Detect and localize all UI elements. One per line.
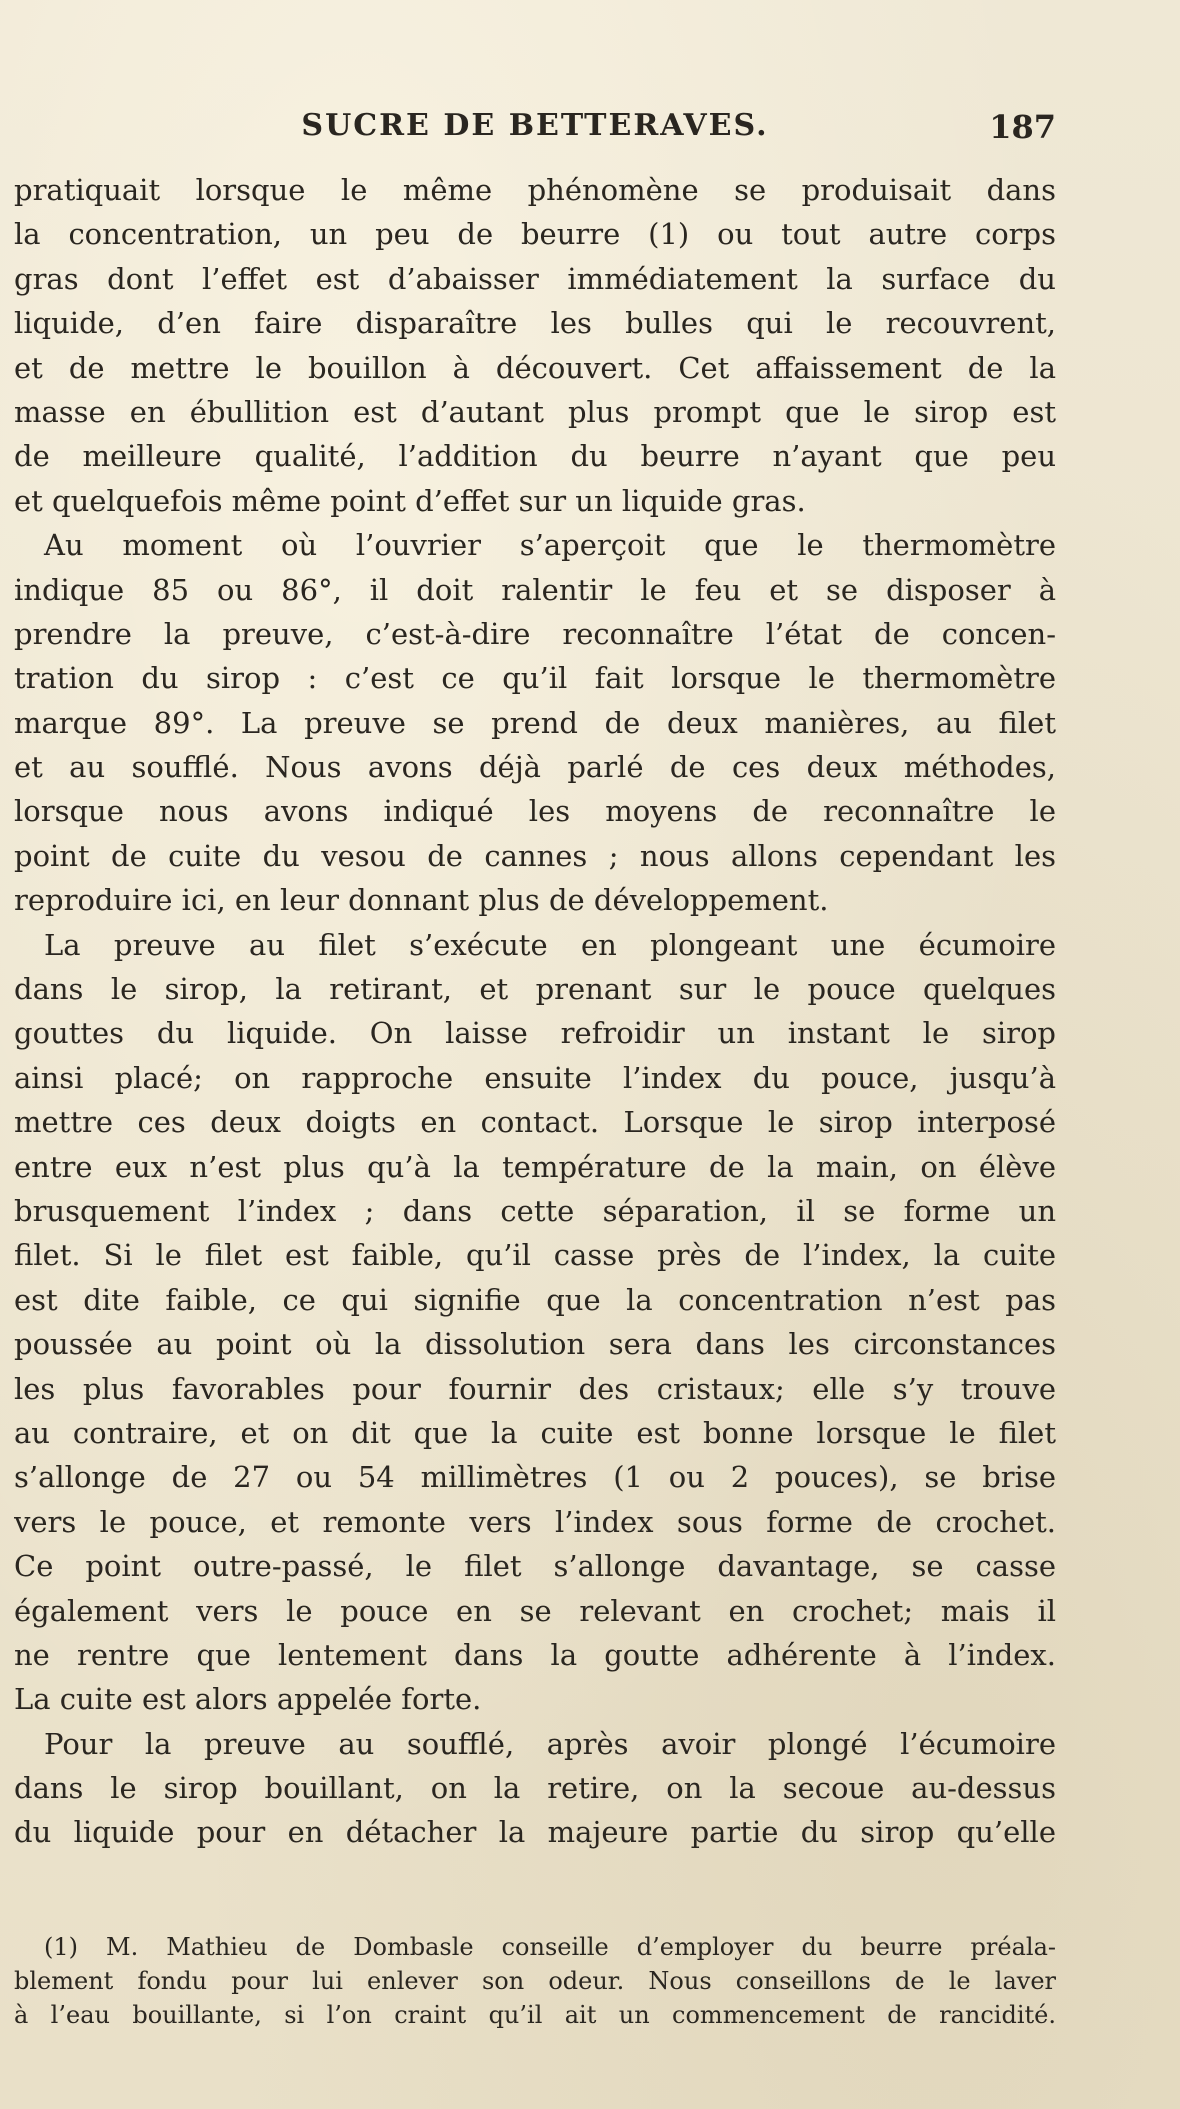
text-line: entre eux n’est plus qu’à la température de la main, on élève (14, 1149, 1056, 1184)
text-line: mettre ces deux doigts en contact. Lorsque le sirop interposé (14, 1105, 1056, 1140)
text-line: point de cuite du vesou de cannes ; nous allons cependant les (14, 838, 1056, 873)
text-line: filet. Si le filet est faible, qu’il casse près de l’index, la cuite (14, 1238, 1056, 1273)
footnote-line: à l’eau bouillante, si l’on craint qu’il ait un commencement de rancidité. (14, 2001, 1056, 2029)
text-line: dans le sirop, la retirant, et prenant sur le pouce quelques (14, 972, 1056, 1007)
text-line: La preuve au filet s’exécute en plongeant une écumoire (44, 927, 1056, 962)
text-line: Ce point outre-passé, le filet s’allonge davantage, se casse (14, 1549, 1056, 1584)
text-line: dans le sirop bouillant, on la retire, on la secoue au-dessus (14, 1771, 1056, 1806)
text-line: de meilleure qualité, l’addition du beurre n’ayant que peu (14, 439, 1056, 474)
body-text (14, 168, 1056, 1855)
text-line: les plus favorables pour fournir des cristaux; elle s’y trouve (14, 1371, 1056, 1406)
text-line: également vers le pouce en se relevant en crochet; mais il (14, 1593, 1056, 1628)
text-line: gouttes du liquide. On laisse refroidir un instant le sirop (14, 1016, 1056, 1051)
text-line: La cuite est alors appelée forte. (14, 1682, 482, 1717)
text-line: indique 85 ou 86°, il doit ralentir le feu et se disposer à (14, 572, 1056, 607)
text-line: la concentration, un peu de beurre (1) ou tout autre corps (14, 217, 1056, 252)
text-line: poussée au point où la dissolution sera dans les circonstances (14, 1327, 1056, 1362)
text-line: tration du sirop : c’est ce qu’il fait lorsque le thermomètre (14, 661, 1056, 696)
text-line: lorsque nous avons indiqué les moyens de reconnaître le (14, 794, 1056, 829)
text-line: liquide, d’en faire disparaître les bulles qui le recouvrent, (14, 306, 1056, 341)
footnote-line: blement fondu pour lui enlever son odeur. Nous conseillons de le laver (14, 1967, 1056, 1995)
footnote-line: (1) M. Mathieu de Dombasle conseille d’employer du beurre préala- (44, 1933, 1056, 1961)
text-line: du liquide pour en détacher la majeure partie du sirop qu’elle (14, 1815, 1056, 1850)
text-line: vers le pouce, et remonte vers l’index sous forme de crochet. (14, 1504, 1056, 1539)
text-line: gras dont l’effet est d’abaisser immédiatement la surface du (14, 261, 1056, 296)
text-line: et de mettre le bouillon à découvert. Cet affaissement de la (14, 350, 1056, 385)
page-header (14, 108, 1056, 148)
running-title: SUCRE DE BETTERAVES. (301, 108, 769, 143)
page-number: 187 (989, 108, 1056, 146)
text-line: reproduire ici, en leur donnant plus de développement. (14, 883, 829, 918)
text-line: masse en ébullition est d’autant plus prompt que le sirop est (14, 394, 1056, 429)
text-line: ne rentre que lentement dans la goutte adhérente à l’index. (14, 1637, 1056, 1672)
text-line: s’allonge de 27 ou 54 millimètres (1 ou 2 pouces), se brise (14, 1460, 1056, 1495)
text-line: pratiquait lorsque le même phénomène se produisait dans (14, 173, 1056, 207)
text-line: Au moment où l’ouvrier s’aperçoit que le thermomètre (44, 528, 1056, 563)
text-line: ainsi placé; on rapproche ensuite l’index du pouce, jusqu’à (14, 1060, 1056, 1095)
text-line: et quelquefois même point d’effet sur un liquide gras. (14, 483, 806, 518)
text-line: prendre la preuve, c’est-à-dire reconnaître l’état de concen- (14, 616, 1056, 651)
text-line: marque 89°. La preuve se prend de deux manières, au filet (14, 705, 1056, 740)
text-line: Pour la preuve au soufflé, après avoir plongé l’écumoire (44, 1726, 1056, 1761)
text-line: brusquement l’index ; dans cette séparation, il se forme un (14, 1193, 1056, 1228)
text-line: est dite faible, ce qui signifie que la concentration n’est pas (14, 1282, 1056, 1317)
footnotes (14, 1930, 1056, 2032)
text-line: et au soufflé. Nous avons déjà parlé de ces deux méthodes, (14, 750, 1056, 785)
text-line: au contraire, et on dit que la cuite est bonne lorsque le filet (14, 1415, 1056, 1450)
